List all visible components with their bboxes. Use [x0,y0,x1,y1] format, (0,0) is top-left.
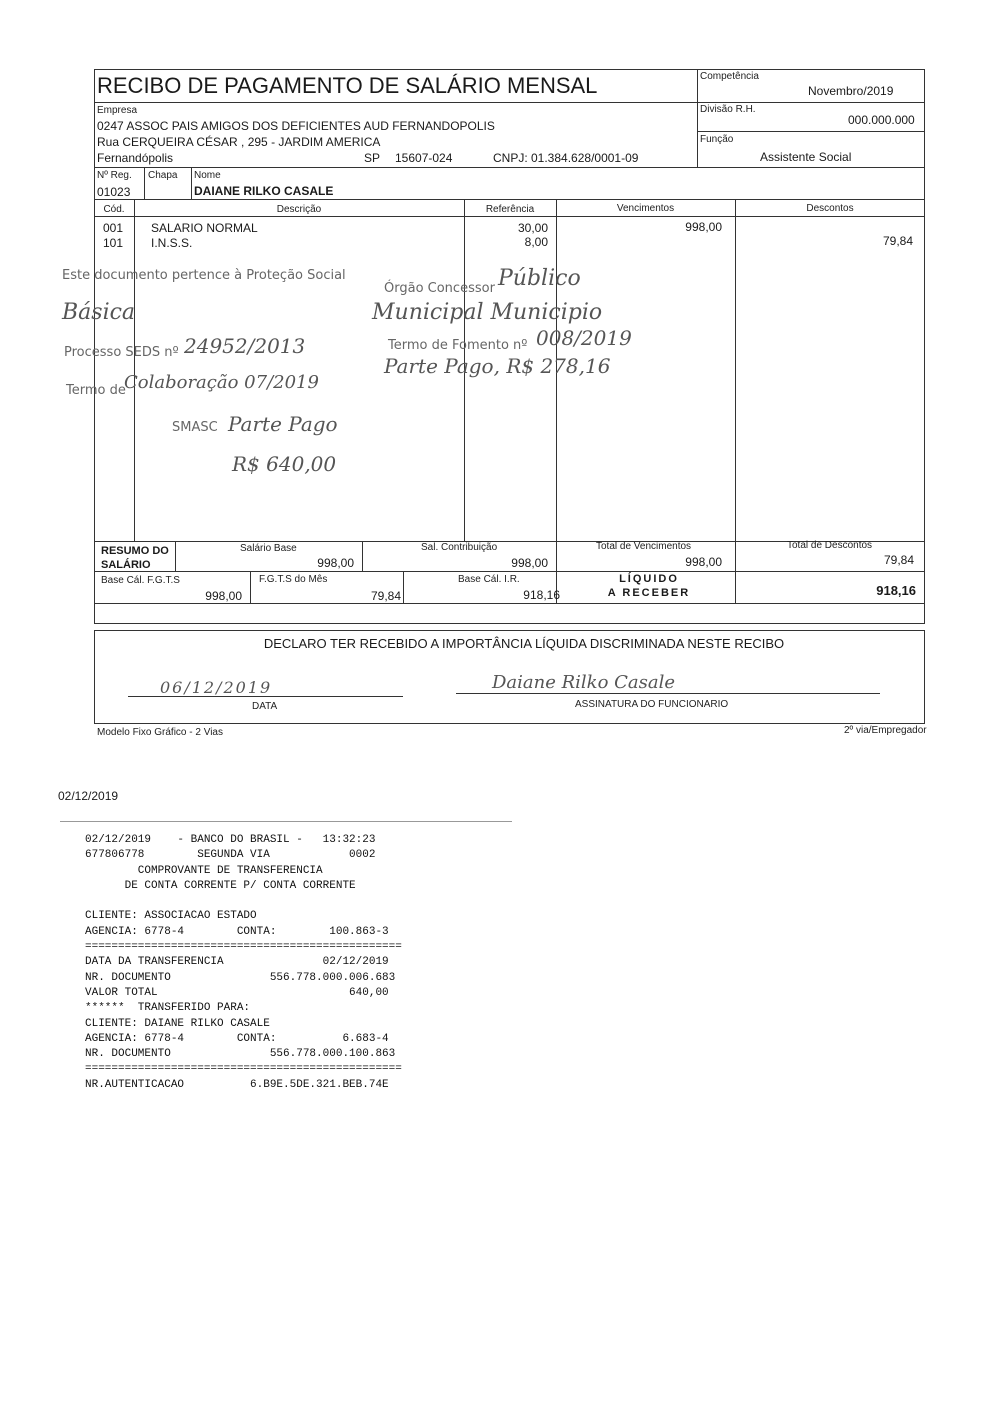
assinatura-label: ASSINATURA DO FUNCIONARIO [575,699,729,710]
receipt-line: DE CONTA CORRENTE P/ CONTA CORRENTE [85,879,356,892]
orgao-handwriting-2: Municipal Municipio [372,300,603,325]
receipt-title: RECIBO DE PAGAMENTO DE SALÁRIO MENSAL [97,73,598,98]
item-cod: 101 [103,236,124,250]
receipt-line: NR. DOCUMENTO 556.778.000.006.683 [85,971,396,984]
receipt-line: DATA DA TRANSFERENCIA 02/12/2019 [85,956,389,969]
rule [697,69,698,167]
fgts-mes-value: 79,84 [370,589,401,603]
smasc-handwriting-1: Parte Pago [228,412,338,436]
base-fgts-value: 998,00 [205,589,242,603]
fgts-mes-label: F.G.T.S do Mês [259,574,328,585]
rule [697,102,925,103]
rule [94,216,925,217]
empresa-cnpj: CNPJ: 01.384.628/0001-09 [493,151,639,165]
receipt-line: NR.AUTENTICACAO 6.B9E.5DE.321.BEB.74E [85,1078,389,1091]
item-vencimentos: 998,00 [685,220,722,234]
rule [94,102,698,103]
total-descontos-label: Total de Descontos [787,540,873,551]
rule [94,603,925,604]
receipt-line: AGENCIA: 6778-4 CONTA: 6.683-4 [85,1032,389,1045]
nreg-label: Nº Reg. [97,170,132,181]
fomento-label: Termo de Fomento nº [388,338,528,353]
receipt-line: 677806778 SEGUNDA VIA 0002 [85,849,376,862]
rule [191,167,192,199]
sal-contribuicao-label: Sal. Contribuição [421,542,498,553]
receipt-line: CLIENTE: ASSOCIACAO ESTADO [85,910,257,923]
rule [94,571,925,572]
comprovante-date-header: 02/12/2019 [58,789,119,803]
receipt-line: ================================================ [85,941,402,954]
sal-contribuicao-value: 998,00 [511,556,548,570]
chapa-label: Chapa [148,170,178,181]
smasc-handwriting-2: R$ 640,00 [232,452,337,476]
rule [94,167,925,168]
rule [94,199,925,200]
handwritten-date: 06/12/2019 [160,678,273,697]
divisao-value: 000.000.000 [848,113,915,127]
rule [94,623,925,624]
fomento-handwriting: 008/2019 [536,326,632,350]
data-label: DATA [252,701,278,712]
empresa-address: Rua CERQUEIRA CÉSAR , 295 - JARDIM AMERICA [97,135,381,149]
receipt-line: VALOR TOTAL 640,00 [85,986,389,999]
stamp-line-1: Este documento pertence à Proteção Social [62,268,346,283]
col-header-referencia: Referência [485,204,535,215]
liquido-value: 918,16 [876,583,916,598]
stamp-handwriting-basica: Básica [62,300,136,325]
competencia-value: Novembro/2019 [808,84,894,98]
col-header-descontos: Descontos [806,203,854,214]
rule [144,167,145,199]
nreg-value: 01023 [97,185,131,199]
receipt-line: 02/12/2019 - BANCO DO BRASIL - 13:32:23 [85,834,376,846]
employee-signature-line [456,693,880,694]
processo-handwriting: 24952/2013 [184,334,306,358]
item-descricao: SALARIO NORMAL [151,221,258,235]
modelo-label: Modelo Fixo Gráfico - 2 Vias [97,727,223,738]
empresa-uf: SP [364,151,381,165]
base-ir-label: Base Cál. I.R. [458,574,520,585]
receipt-line [85,894,402,909]
comprovante-top-rule [60,821,512,822]
empresa-name: 0247 ASSOC PAIS AMIGOS DOS DEFICIENTES AUD FERNANDOPOLIS [97,119,495,133]
frame-top [94,69,925,70]
base-ir-value: 918,16 [523,588,560,602]
divisao-label: Divisão R.H. [700,104,756,115]
receipt-line: ================================================ [85,1063,402,1076]
bank-transfer-receipt [85,833,402,1093]
receipt-line: ****** TRANSFERIDO PARA: [85,1002,251,1015]
item-referencia: 30,00 [517,221,548,235]
total-descontos-value: 79,84 [883,553,914,567]
rule [94,723,925,724]
item-referencia: 8,00 [524,235,548,249]
termo-handwriting: Colaboração 07/2019 [124,372,319,393]
competencia-label: Competência [700,71,759,82]
processo-label: Processo SEDS nº [64,345,179,360]
total-vencimentos-label: Total de Vencimentos [596,541,692,552]
employee-signature: Daiane Rilko Casale [492,672,676,693]
funcao-label: Função [700,134,734,145]
base-fgts-label: Base Cál. F.G.T.S [101,575,180,586]
empresa-city: Fernandópolis [97,151,174,165]
empresa-cep: 15607-024 [395,151,453,165]
rule [735,199,736,541]
receipt-line: NR. DOCUMENTO 556.778.000.100.863 [85,1048,396,1061]
via-label: 2º via/Empregador [844,725,927,736]
total-vencimentos-value: 998,00 [685,555,722,569]
col-header-cod: Cód. [103,204,125,215]
liquido-label: LÍQUIDO [619,573,679,585]
termo-label: Termo de [66,383,126,398]
item-cod: 001 [103,221,124,235]
rule [697,131,925,132]
col-header-vencimentos: Vencimentos [616,203,675,214]
fomento-handwriting-2: Parte Pago, R$ 278,16 [384,354,611,378]
salario-base-label: Salário Base [240,543,297,554]
receipt-line: COMPROVANTE DE TRANSFERENCIA [85,864,323,877]
empresa-label: Empresa [97,105,138,116]
orgao-label: Órgão Concessor [384,281,495,296]
item-descricao: I.N.S.S. [151,236,193,250]
nome-label: Nome [194,170,221,181]
rule [94,630,925,631]
receipt-line: AGENCIA: 6778-4 CONTA: 100.863-3 [85,925,389,938]
col-header-descricao: Descrição [276,204,322,215]
resumo-label: RESUMO DO SALÁRIO [101,545,169,571]
funcao-value: Assistente Social [760,150,852,164]
employee-name: DAIANE RILKO CASALE [194,184,334,198]
rule [134,199,135,541]
declaration-text: DECLARO TER RECEBIDO A IMPORTÂNCIA LÍQUIDA DISCRIMINADA NESTE RECIBO [263,636,785,651]
item-descontos: 79,84 [882,234,913,248]
salario-base-value: 998,00 [317,556,354,570]
receipt-line: CLIENTE: DAIANE RILKO CASALE [85,1017,270,1030]
a-receber-label: A RECEBER [607,587,691,599]
orgao-handwriting-1: Público [498,266,581,291]
smasc-label: SMASC [172,420,218,435]
